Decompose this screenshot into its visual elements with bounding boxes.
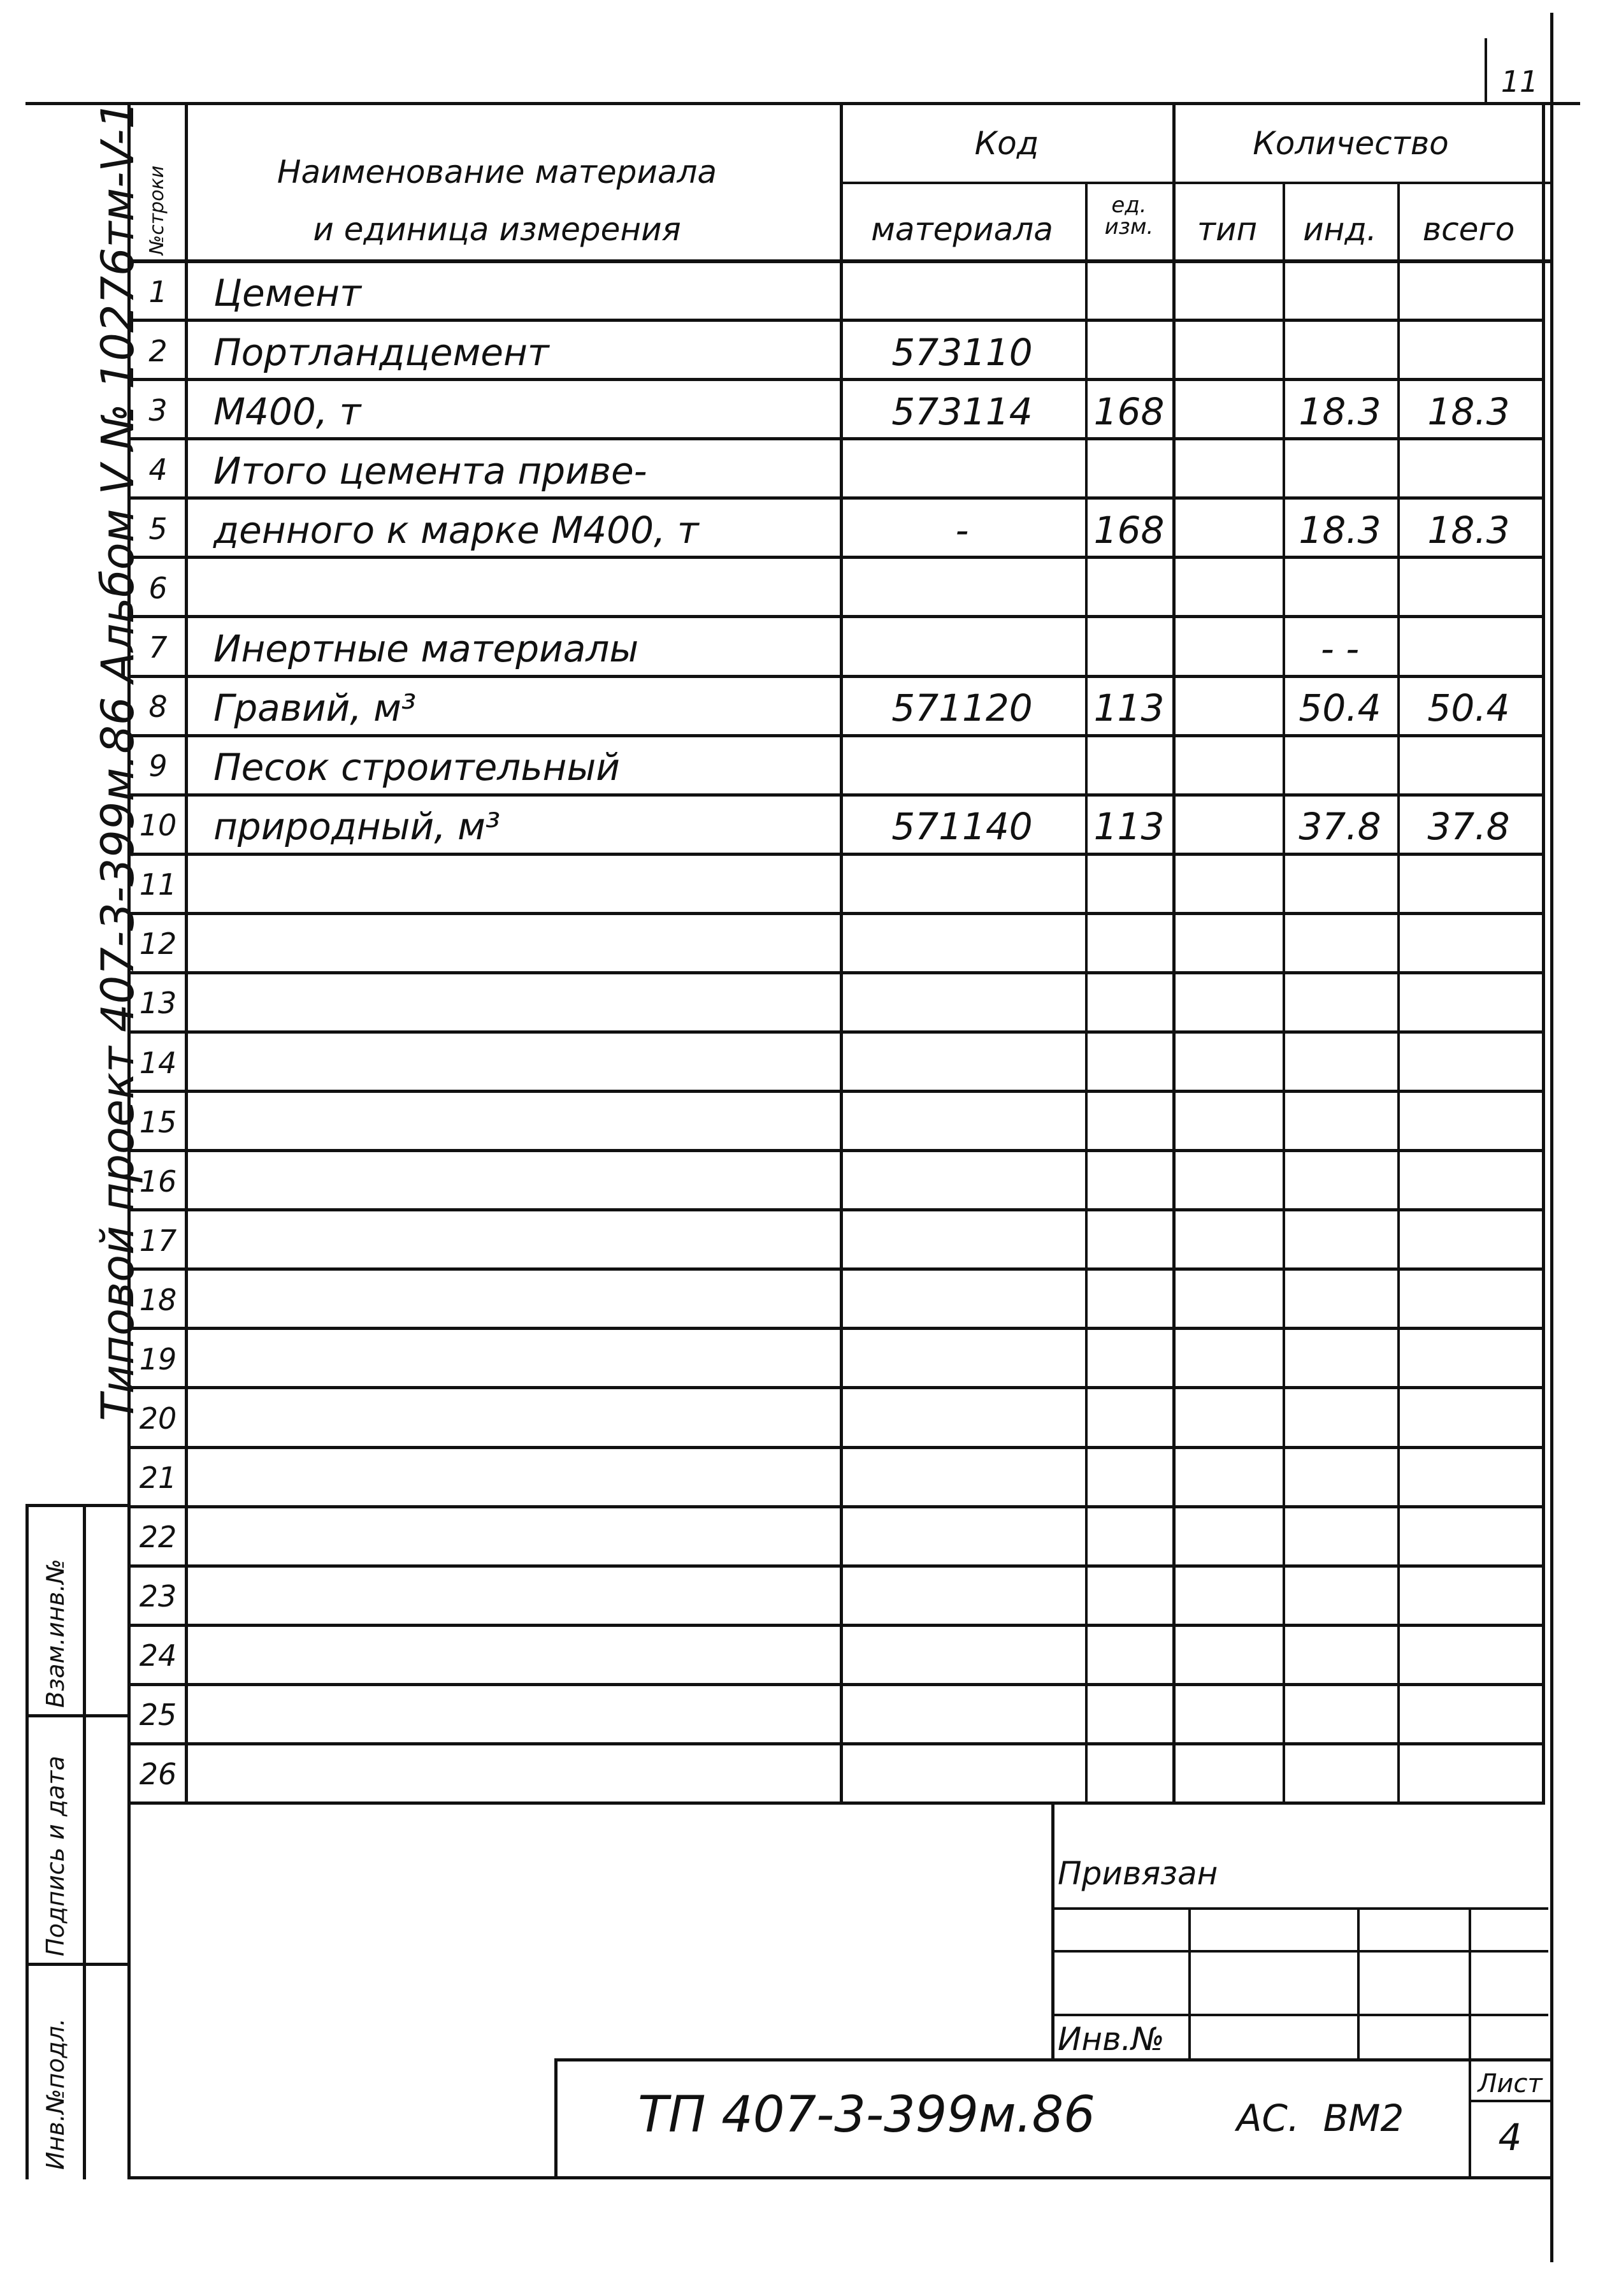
table-row-line [131, 378, 1545, 381]
row-ind: 18.3 [1299, 508, 1381, 552]
table-row-line [131, 1267, 1545, 1271]
row-name: Гравий, м³ [213, 686, 417, 730]
col-line-ind [1397, 182, 1400, 1803]
title-sheet-label: Лист [1478, 2069, 1543, 2098]
binding-col-3 [1469, 1907, 1471, 2058]
row-number: 15 [139, 1104, 177, 1139]
table-row-line [131, 615, 1545, 618]
row-number: 24 [139, 1638, 177, 1673]
row-number: 7 [148, 630, 168, 665]
table-row-line [131, 1030, 1545, 1034]
binding-line-2 [1051, 1950, 1548, 1953]
header-code-unit: ед. изм. [1104, 192, 1154, 240]
row-unit: 113 [1093, 686, 1165, 730]
title-mark: ВМ2 [1323, 2097, 1404, 2140]
stamp-inv-orig: Инв.№подл. [41, 2018, 69, 2170]
row-code: 573114 [891, 389, 1033, 433]
row-name: природный, м³ [213, 805, 501, 849]
table-row-line [131, 1149, 1545, 1152]
header-name-line2: и единица измерения [313, 211, 681, 248]
row-code: - [955, 508, 969, 552]
right-border [1550, 13, 1553, 2262]
col-line-qty [1172, 105, 1176, 1803]
row-unit: 168 [1093, 508, 1165, 552]
qty-sub-line [1172, 182, 1550, 184]
row-number: 20 [139, 1401, 177, 1436]
row-ind: 37.8 [1299, 805, 1381, 849]
sheet-no-mid [1469, 2100, 1551, 2102]
header-qty-ind: инд. [1303, 211, 1377, 248]
row-number: 22 [139, 1520, 177, 1555]
row-number: 18 [139, 1282, 177, 1317]
row-total: 50.4 [1427, 686, 1510, 730]
row-number: 25 [139, 1698, 177, 1733]
binding-line-3 [1051, 2014, 1548, 2016]
sheet-no-left [1469, 2058, 1471, 2179]
stamp-div-2 [25, 1963, 131, 1966]
title-designation: ТП 407-3-399м.86 [638, 2086, 1095, 2144]
header-qty-total: всего [1422, 211, 1515, 248]
binding-line-1 [1051, 1907, 1548, 1910]
row-total: 18.3 [1427, 508, 1510, 552]
binding-attached-label: Привязан [1058, 1855, 1218, 1892]
row-unit: 168 [1093, 389, 1165, 433]
top-border [25, 102, 1580, 105]
row-number: 4 [148, 452, 168, 487]
stamp-col-line [83, 1504, 86, 2179]
table-row-line [131, 1208, 1545, 1211]
row-name: Портландцемент [213, 330, 549, 374]
stamp-div-1 [25, 1714, 131, 1717]
table-row-line [131, 1090, 1545, 1093]
table-row-line [131, 971, 1545, 974]
row-number: 12 [139, 927, 177, 962]
table-row-line [131, 496, 1545, 500]
table-row-line [131, 1683, 1545, 1686]
row-number: 3 [148, 393, 168, 428]
stamp-replace-inv: Взам.инв.№ [41, 1559, 69, 1708]
stamp-top [25, 1504, 131, 1507]
table-row-line [131, 1801, 1545, 1805]
table-row-line [131, 437, 1545, 440]
table-row-line [131, 1386, 1545, 1389]
binding-col-1 [1188, 1907, 1191, 2058]
table-right-line [1542, 105, 1545, 1803]
table-row-line [131, 1505, 1545, 1508]
row-number: 1 [148, 274, 168, 309]
row-number: 14 [139, 1045, 177, 1080]
table-row-line [131, 912, 1545, 915]
row-ind: 50.4 [1299, 686, 1381, 730]
stamp-outer-left [25, 1504, 29, 2179]
stamp-sign-date: Подпись и дата [41, 1756, 69, 1956]
table-row-line [131, 853, 1545, 856]
header-name-line1: Наименование материала [277, 154, 717, 191]
row-number: 6 [148, 570, 168, 605]
side-title: Типовой проект 407-3-399м.86 Альбом V № 10276тм-V-1 [92, 101, 144, 1421]
col-line-name [840, 105, 843, 1803]
title-sheet-no: 4 [1498, 2116, 1522, 2159]
row-number: 17 [139, 1223, 177, 1258]
row-number: 13 [139, 986, 177, 1021]
table-row-line [131, 556, 1545, 559]
table-row-line [131, 319, 1545, 322]
row-ind: 18.3 [1299, 389, 1381, 433]
binding-inv-label: Инв.№ [1058, 2021, 1165, 2058]
col-line-rowno [185, 105, 188, 1803]
row-code: 571120 [891, 686, 1033, 730]
binding-col-2 [1357, 1907, 1360, 2058]
row-name: Инертные материалы [213, 627, 639, 670]
header-quantity: Количество [1253, 125, 1449, 162]
header-qty-type: тип [1197, 211, 1258, 248]
col-line-unit [1085, 182, 1088, 1803]
header-code: Код [974, 125, 1039, 162]
row-number: 5 [148, 511, 168, 546]
row-number: 26 [139, 1757, 177, 1792]
row-number: 23 [139, 1579, 177, 1614]
title-block-top [554, 2058, 1551, 2061]
binding-left-line [1051, 1803, 1054, 2058]
row-number: 9 [148, 749, 168, 784]
row-number: 11 [139, 867, 177, 902]
row-ind: - - [1320, 627, 1360, 670]
row-name: Итого цемента приве- [213, 449, 647, 493]
row-name: денного к марке М400, т [213, 508, 699, 552]
col-line-type [1283, 182, 1285, 1803]
table-row-line [131, 1742, 1545, 1745]
row-number: 19 [139, 1341, 177, 1376]
row-name: Цемент [213, 271, 361, 315]
table-row-line [131, 1327, 1545, 1330]
row-name: М400, т [213, 389, 361, 433]
row-number: 8 [148, 690, 168, 725]
table-row-line [131, 734, 1545, 737]
table-row-line [131, 1564, 1545, 1568]
row-number: 21 [139, 1461, 177, 1496]
page-number-box-left [1485, 38, 1487, 105]
row-total: 18.3 [1427, 389, 1510, 433]
row-number: 2 [148, 333, 168, 368]
title-stage: АС. [1236, 2097, 1300, 2140]
header-code-material: материала [871, 211, 1053, 248]
row-number: 16 [139, 1164, 177, 1199]
row-name: Песок строительный [213, 746, 620, 790]
row-code: 571140 [891, 805, 1033, 849]
table-row-line [131, 1624, 1545, 1627]
row-number: 10 [139, 808, 177, 843]
row-total: 37.8 [1427, 805, 1510, 849]
table-row-line [131, 675, 1545, 678]
bottom-border [127, 2176, 1550, 2179]
row-code: 573110 [891, 330, 1033, 374]
page-number: 11 [1500, 64, 1539, 99]
table-row-line [131, 793, 1545, 797]
table-row-line [131, 1446, 1545, 1449]
code-sub-line [840, 182, 1172, 184]
row-unit: 113 [1093, 805, 1165, 849]
header-row-number: №строки [146, 165, 168, 255]
title-block-left [554, 2058, 558, 2179]
